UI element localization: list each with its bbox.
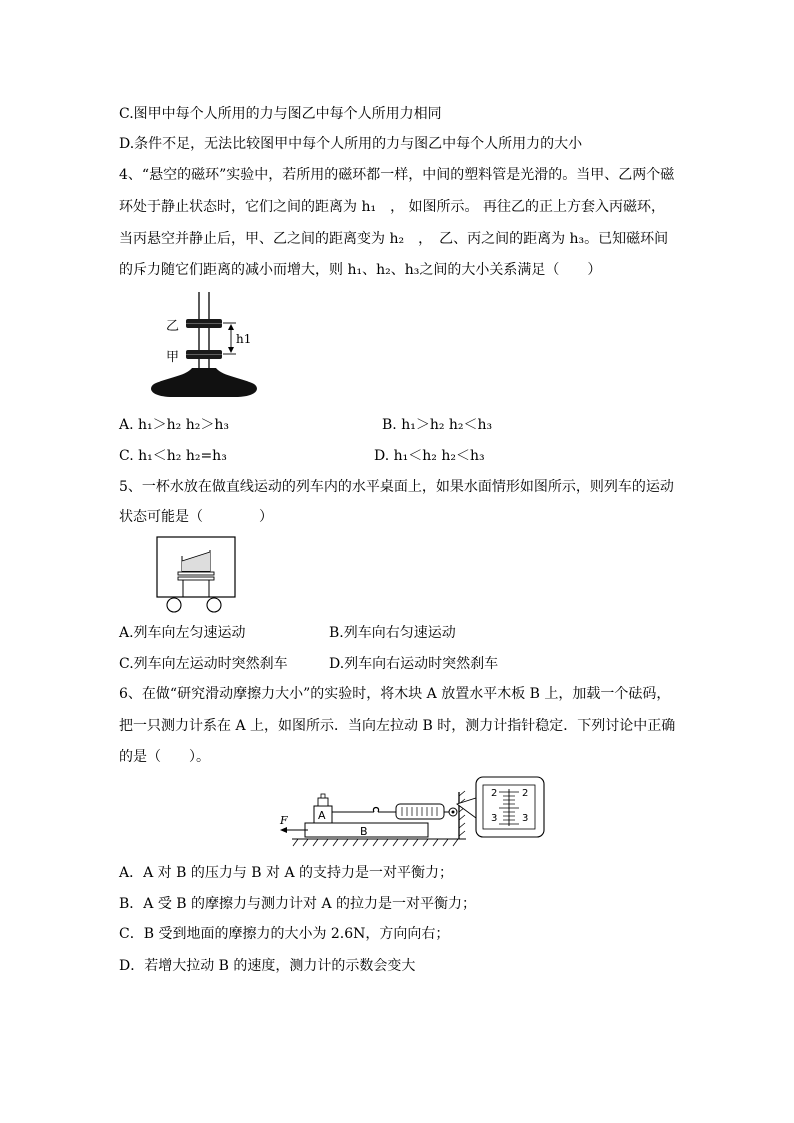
q5-option-c: C.列车向左运动时突然刹车 xyxy=(119,656,288,672)
label-block-a: A xyxy=(318,809,326,822)
q4-option-b: B. h₁＞h₂ h₂＜h₃ xyxy=(382,417,493,433)
q4-option-c: C. h₁＜h₂ h₂=h₃ xyxy=(119,448,227,464)
q5-stem-line2: 状态可能是（ ） xyxy=(119,509,273,525)
friction-experiment-figure xyxy=(278,776,548,852)
q3-option-c: C.图甲中每个人所用的力与图乙中每个人所用力相同 xyxy=(119,106,442,122)
q5-option-d: D.列车向右运动时突然刹车 xyxy=(329,656,499,672)
q6-stem-line2: 把一只测力计系在 A 上，如图所示．当向左拉动 B 时，测力计指针稳定．下列讨论中正确 xyxy=(119,718,676,734)
q5-option-b: B.列车向右匀速运动 xyxy=(329,625,456,641)
q6-stem-line1: 6、在做“研究滑动摩擦力大小”的实验时，将木块 A 放置水平木板 B 上，加载一个砝码， xyxy=(119,686,671,702)
q4-stem-line1: 4、“悬空的磁环”实验中，若所用的磁环都一样，中间的塑料管是光滑的。当甲、乙两个磁 xyxy=(119,167,675,183)
q4-stem-line3: 当丙悬空并静止后，甲、乙之间的距离变为 h₂ ， 乙、丙之间的距离为 h₃。已知磁环间 xyxy=(119,231,669,247)
scale-label-2-left: 2 xyxy=(491,788,498,799)
label-jia: 甲 xyxy=(166,350,180,365)
scale-label-3-right: 3 xyxy=(522,813,529,824)
q6-option-b: B．A 受 B 的摩擦力与测力计对 A 的拉力是一对平衡力； xyxy=(119,896,477,912)
q4-stem-line2: 环处于静止状态时，它们之间的距离为 h₁ ， 如图所示。 再往乙的正上方套入丙磁环， xyxy=(119,199,665,215)
train-cup-figure xyxy=(156,536,238,614)
q6-option-d: D．若增大拉动 B 的速度，测力计的示数会变大 xyxy=(119,958,416,974)
label-h1: h1 xyxy=(236,332,252,346)
q6-option-a: A．A 对 B 的压力与 B 对 A 的支持力是一对平衡力； xyxy=(119,865,454,881)
label-force-f: F xyxy=(280,814,288,827)
q4-stem-line4: 的斥力随它们距离的减小而增大，则 h₁、h₂、h₃之间的大小关系满足（ ） xyxy=(119,262,602,278)
q6-stem-line3: 的是（ ）。 xyxy=(119,749,210,765)
label-board-b: B xyxy=(360,825,368,838)
scale-label-2-right: 2 xyxy=(522,788,529,799)
magnet-ring-figure xyxy=(140,290,270,400)
scale-label-3-left: 3 xyxy=(491,813,498,824)
q6-option-c: C．B 受到地面的摩擦力的大小为 2.6N，方向向右； xyxy=(119,926,450,942)
label-yi: 乙 xyxy=(166,319,180,334)
q4-option-a: A. h₁＞h₂ h₂＞h₃ xyxy=(119,417,229,433)
q4-option-d: D. h₁＜h₂ h₂＜h₃ xyxy=(374,448,485,464)
q3-option-d: D.条件不足，无法比较图甲中每个人所用的力与图乙中每个人所用力的大小 xyxy=(119,136,583,152)
q5-stem-line1: 5、一杯水放在做直线运动的列车内的水平桌面上，如果水面情形如图所示，则列车的运动 xyxy=(119,479,674,495)
q5-option-a: A.列车向左匀速运动 xyxy=(119,625,246,641)
